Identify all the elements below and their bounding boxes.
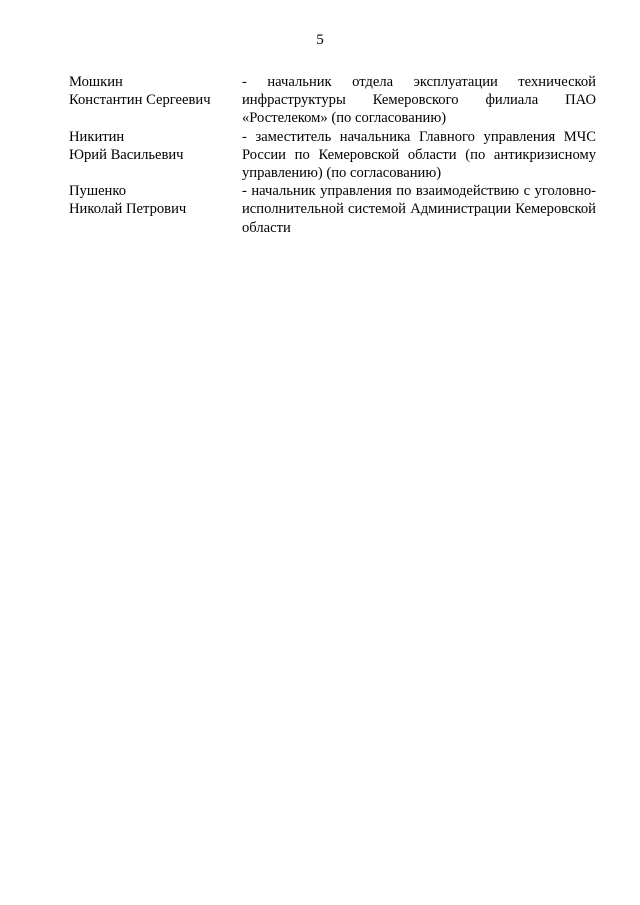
member-name	[69, 73, 242, 128]
member-entry	[69, 73, 596, 128]
member-entry	[69, 182, 596, 237]
member-role: - начальник отдела эксплуатации технической инфраструктуры Кемеровского филиала ПАО «Ростелеком» (по согласованию)	[242, 74, 596, 127]
page-number: 5	[316, 32, 324, 48]
member-name	[69, 182, 242, 237]
member-given-names: Юрий Васильевич	[69, 146, 184, 163]
member-surname: Мошкин	[69, 74, 123, 90]
member-role: - начальник управления по взаимодействию с уголовно-исполнительной системой Администрации Кемеровской области	[242, 183, 596, 236]
member-surname: Пушенко	[69, 183, 127, 200]
member-name	[69, 128, 242, 183]
member-role: - заместитель начальника Главного управления МЧС России по Кемеровской области (по антикризисному управлению) (по согласованию)	[242, 128, 596, 182]
member-given-names: Константин Сергеевич	[69, 92, 211, 109]
member-list	[69, 73, 596, 237]
member-given-names: Николай Петрович	[69, 201, 187, 218]
member-entry	[69, 128, 596, 183]
member-surname: Никитин	[69, 128, 125, 145]
